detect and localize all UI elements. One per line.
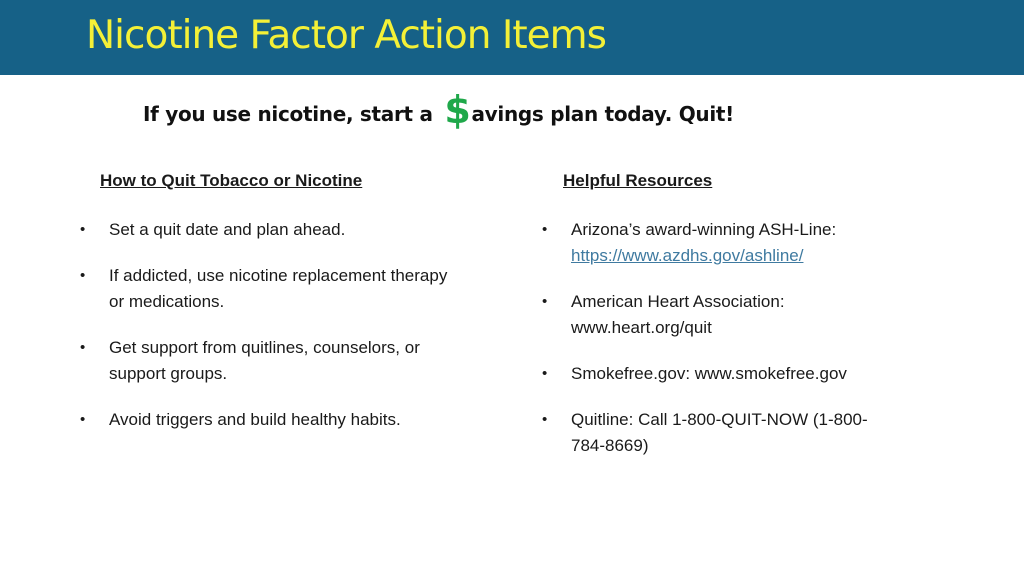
subtitle-end: avings plan today. Quit! — [471, 102, 735, 126]
list-item-text: Get support from quitlines, counselors, or support groups. — [109, 338, 420, 383]
quit-tips-list — [78, 217, 458, 433]
bullet-icon: • — [542, 411, 548, 428]
list-item — [540, 289, 900, 341]
subtitle — [143, 90, 734, 138]
list-item-text: Avoid triggers and build healthy habits. — [109, 410, 401, 429]
bullet-icon: • — [542, 365, 548, 382]
bullet-icon: • — [80, 221, 86, 238]
bullet-icon: • — [542, 221, 548, 238]
subtitle-start: If you use nicotine, start a — [143, 102, 440, 126]
bullet-icon: • — [80, 267, 86, 284]
list-item — [78, 407, 458, 433]
bullet-icon: • — [542, 293, 548, 310]
list-item — [78, 217, 458, 243]
resources-column — [540, 168, 900, 479]
slide-title: Nicotine Factor Action Items — [86, 13, 606, 58]
bullet-icon: • — [80, 411, 86, 428]
quit-tips-column — [78, 168, 458, 453]
dollar-sign-icon: $ — [444, 88, 471, 132]
ashline-link[interactable]: https://www.azdhs.gov/ashline/ — [571, 246, 804, 265]
list-item — [540, 361, 900, 387]
list-item — [78, 335, 458, 387]
quit-tips-heading: How to Quit Tobacco or Nicotine — [100, 171, 363, 190]
bullet-icon: • — [80, 339, 86, 356]
list-item-text: Quitline: Call 1-800-QUIT-NOW (1-800-784-8669) — [571, 410, 868, 455]
list-item-text: Set a quit date and plan ahead. — [109, 220, 346, 239]
list-item-text: American Heart Association: www.heart.org/quit — [571, 292, 785, 337]
list-item-text: Arizona’s award-winning ASH-Line: — [571, 220, 837, 239]
list-item — [540, 217, 900, 269]
list-item — [540, 407, 900, 459]
list-item — [78, 263, 458, 315]
resources-list — [540, 217, 900, 459]
resources-heading: Helpful Resources — [563, 171, 713, 190]
list-item-text: Smokefree.gov: www.smokefree.gov — [571, 364, 847, 383]
list-item-text: If addicted, use nicotine replacement therapy or medications. — [109, 266, 448, 311]
